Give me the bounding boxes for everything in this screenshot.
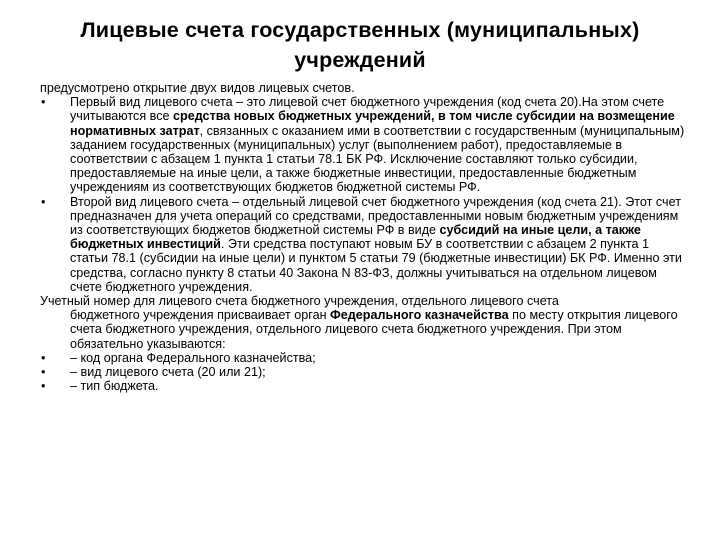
item2-bold-text: субсидий на иные цели, а также бюджетных инвестиций bbox=[70, 223, 641, 252]
bullet-icon: • bbox=[41, 95, 46, 110]
account-number-first-line: Учетный номер для лицевого счета бюджетного учреждения, отдельного лицевого счета bbox=[40, 294, 559, 309]
account-bold-text: Федерального казначейства bbox=[330, 308, 509, 323]
intro-text: предусмотрено открытие двух видов лицевых счетов. bbox=[40, 81, 355, 95]
bullet-icon: • bbox=[41, 379, 46, 394]
item1-text-end: , связанных с оказанием ими в соответствии с государственным (муниципальным) заданием государственных (муниципальных) услуг (выполнением работ), предоставляемые в соответствии с абзацем 1 пункта 1 статьи 78.1 БК РФ. Исключение составляют только субсидии, предоставляемые на иные цели, а также бюджетные инвестиции, предоставленные бюджетным учреждениям из соответствующих бюджетов бюджетной системы РФ. bbox=[70, 123, 685, 195]
bullet-icon: • bbox=[41, 194, 46, 209]
slide-title: Лицевые счета государственных (муниципальных) учреждений bbox=[80, 18, 640, 72]
bullet-icon: • bbox=[41, 365, 46, 380]
bullet-item-first-account bbox=[40, 95, 690, 194]
list-item-text: – код органа Федерального казначейства; bbox=[70, 350, 316, 365]
list-item-text: – тип бюджета. bbox=[70, 379, 159, 394]
item1-text-start: Первый вид лицевого счета – это лицевой счет бюджетного учреждения (код счета 20).На этом счете учитываются все bbox=[70, 95, 665, 124]
list-item bbox=[40, 351, 690, 365]
bullet-icon: • bbox=[41, 350, 46, 365]
account-text-end: по месту открытия лицевого счета бюджетного учреждения, отдельного лицевого счета бюджетного учреждения. При этом обязательно указываются: bbox=[70, 308, 678, 351]
list-item-text: – вид лицевого счета (20 или 21); bbox=[70, 365, 266, 380]
account-text-start: бюджетного учреждения присваивает орган bbox=[70, 308, 331, 323]
bullet-item-second-account bbox=[40, 195, 690, 294]
account-number-paragraph bbox=[40, 308, 690, 351]
slide-body bbox=[40, 81, 690, 393]
list-item bbox=[40, 379, 690, 393]
item2-text-end: . Эти средства поступают новым БУ в соответствии с абзацем 2 пункта 1 статьи 78.1 (субсидии на иные цели) и пунктом 5 статьи 79 (бюджетные инвестиции) БК РФ. Именно эти средства, согласно пункту 8 статьи 40 Закона N 83-ФЗ, должны учитываться на отдельном лицевом счете бюджетного учреждения. bbox=[70, 237, 682, 294]
item1-bold-text: средства новых бюджетных учреждений, в том числе субсидии на возмещение нормативных затрат bbox=[70, 109, 675, 138]
item2-text-start: Второй вид лицевого счета – отдельный лицевой счет бюджетного учреждения (код счета 21). Этот счет предназначен для учета операций со средствами, предоставленными новым бюджетным учреждениям из соответствующих бюджетов бюджетной системы РФ в виде bbox=[70, 194, 681, 238]
list-item bbox=[40, 365, 690, 379]
